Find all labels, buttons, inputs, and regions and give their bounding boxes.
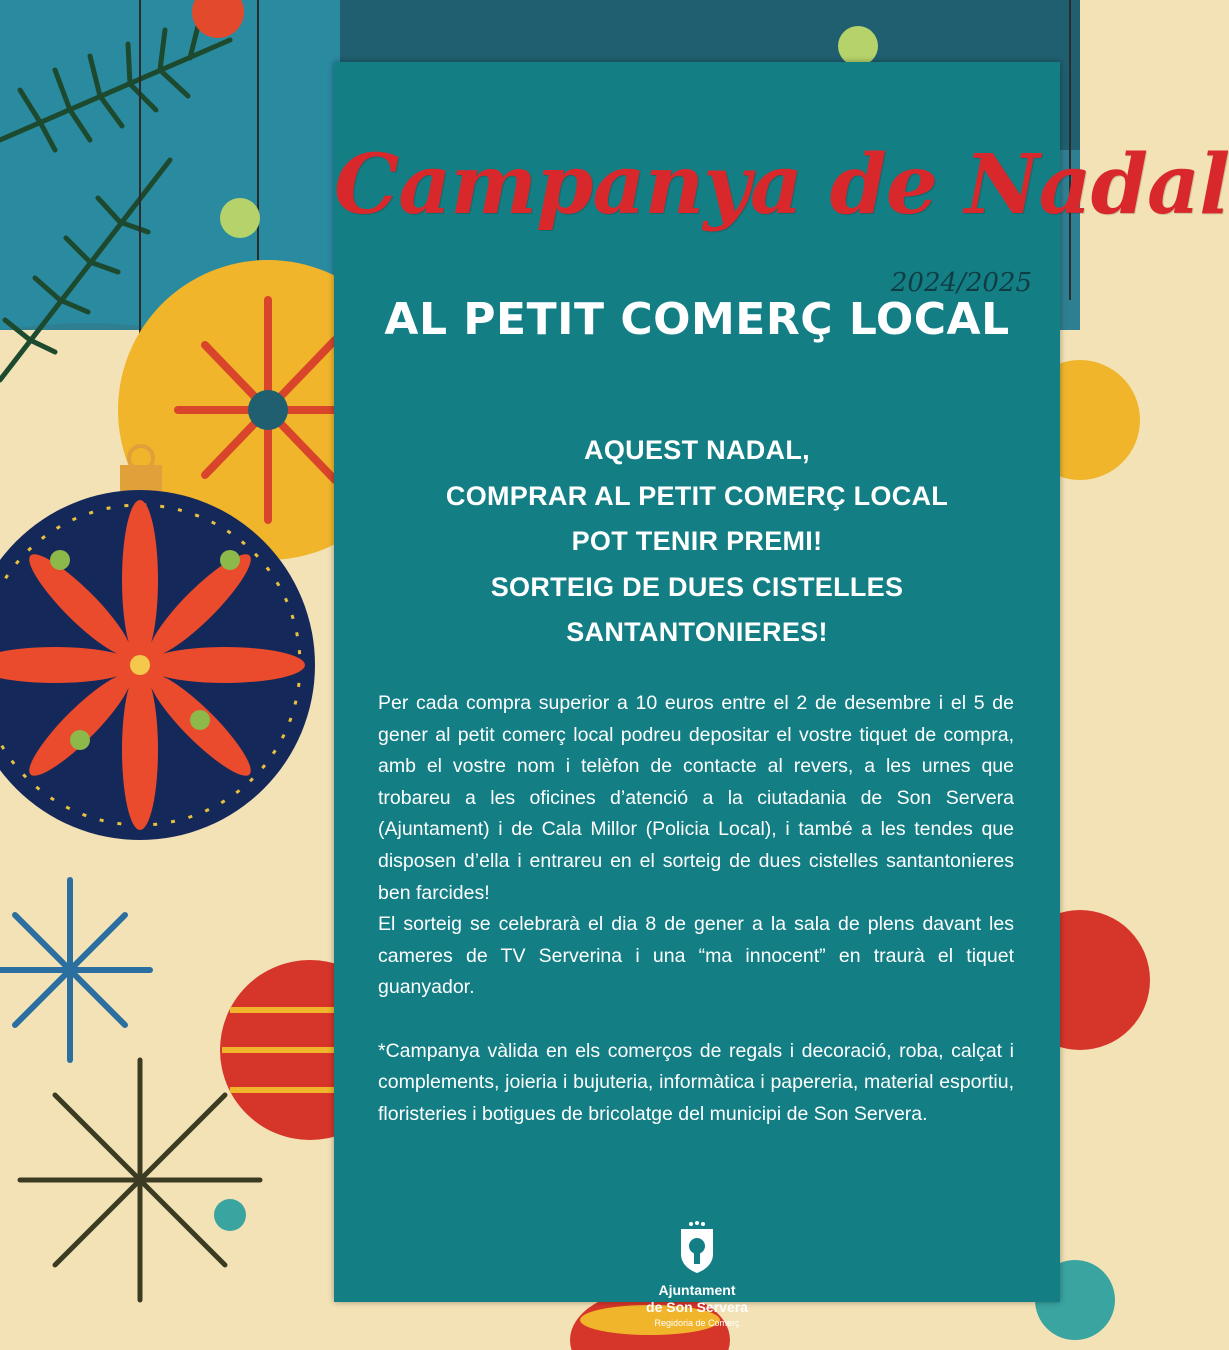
logo-line: de Son Servera [646,1299,748,1315]
body-paragraph: El sorteig se celebrarà el dia 8 de gener a la sala de plens davant les cameres de TV Serverina i una “ma innocent” en traurà el tiquet guanyador. [378,913,1014,999]
conditions-paragraph: *Campanya vàlida en els comerços de regals i decoració, roba, calçat i complements, joieria i bujuteria, informàtica i papereria, material esportiu, floristeries i botigues de bricolatge del municipi de Son Servera. [378,1039,1014,1125]
headline-line: COMPRAR AL PETIT COMERÇ LOCAL [445,480,949,511]
headline-line: AQUEST NADAL, [584,435,810,465]
paragraph-spacer [378,1004,1014,1036]
logo-line: Ajuntament [658,1282,736,1298]
body-paragraph: Per cada compra superior a 10 euros entre el 2 de desembre i el 5 de gener al petit comerç local podreu depositar el vostre tiquet de compra, amb el vostre nom i telèfon de contacte al revers, a les urnes que trobareu a les oficines d’atenció a la ciutadania de Son Servera (Ajuntament) i de Cala Millor (Policia Local), i també a les tendes que disposen d’ella i entrareu en el sorteig de dues cistelles santantonieres ben farcides! [378,692,1014,904]
logo-department: Regidoria de Comerç [654,1318,740,1328]
campaign-title: Campanya de Nadal [334,137,1229,233]
headline-line: SANTANTONIERES! [566,617,828,648]
headline-line: SORTEIG DE DUES CISTELLES [490,571,904,602]
campaign-subtitle: AL PETIT COMERÇ LOCAL [384,294,1010,345]
campaign-description [378,688,1014,1130]
ajuntament-logo [334,1220,1060,1330]
campaign-panel [334,62,1229,1328]
town-hall-shield-icon [677,1220,717,1274]
headline [334,428,1060,656]
campaign-year: 2024/2025 [890,268,1032,298]
headline-line: POT TENIR PREMI! [571,526,823,557]
